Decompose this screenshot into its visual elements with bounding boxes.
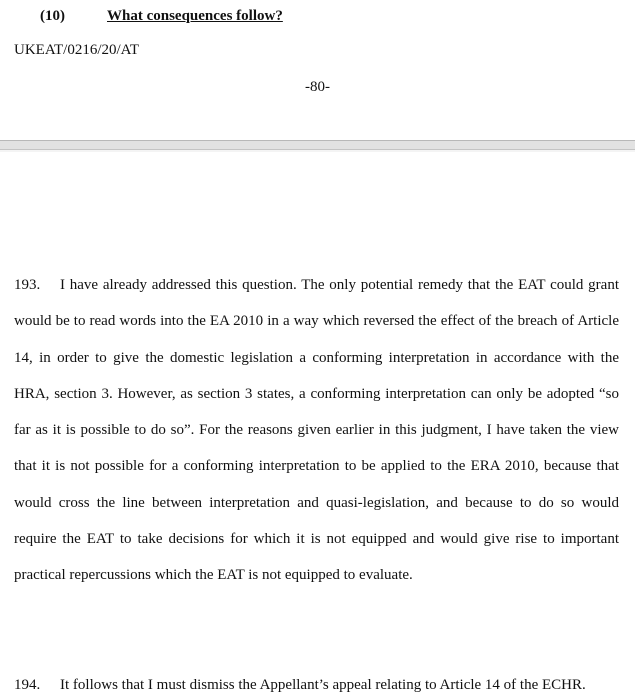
paragraph-number: 194. <box>14 677 41 693</box>
paragraph-number: 193. <box>14 277 41 293</box>
paragraph-text: I have already addressed this question. The only potential remedy that the EAT could grant would be to read words into the EA 2010 in a way which reversed the effect of the breach of Article 14, in order to give the domestic legislation a conforming interpretation in accordance with the HRA, section 3. However, as section 3 states, a conforming interpretation can only be adopted “so far as it is possible to do so”. For the reasons given earlier in this judgment, I have taken the view that it is not possible for a conforming interpretation to be applied to the ERA 2010, because that would cross the line between interpretation and quasi-legislation, and because to do so would require the EAT to take decisions for which it is not equipped and would give rise to important practical repercussions which the EAT is not equipped to evaluate. <box>14 277 619 584</box>
case-reference: UKEAT/0216/20/AT <box>14 42 139 58</box>
section-number: (10) <box>40 8 65 24</box>
page-number: -80- <box>305 79 330 95</box>
paragraph-193 <box>14 267 619 594</box>
section-title: What consequences follow? <box>107 8 283 24</box>
paragraph-text: It follows that I must dismiss the Appellant’s appeal relating to Article 14 of the ECHR. <box>60 677 586 693</box>
page-separator <box>0 140 635 152</box>
paragraph-194 <box>14 667 619 700</box>
